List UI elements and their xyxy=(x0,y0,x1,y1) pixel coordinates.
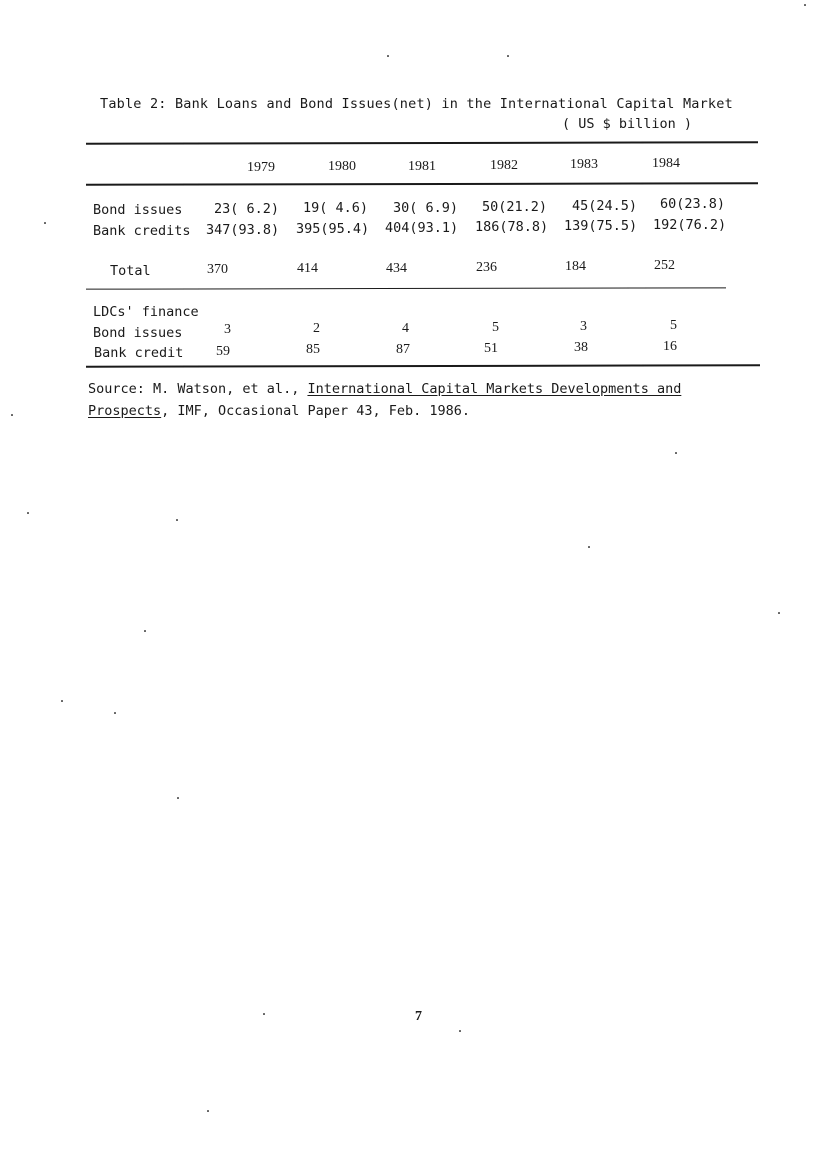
table-cell: 404(93.1) xyxy=(385,220,459,236)
table-cell: 51 xyxy=(484,341,498,356)
column-header-1979: 1979 xyxy=(247,160,275,175)
column-header-1980: 1980 xyxy=(328,159,356,174)
scan-speck xyxy=(804,4,806,6)
source-title-line1: International Capital Markets Developments and xyxy=(307,381,682,397)
scan-speck xyxy=(177,797,179,799)
table-unit: ( US $ billion ) xyxy=(562,116,693,132)
table-cell: 395(95.4) xyxy=(296,221,370,237)
table-cell: 192(76.2) xyxy=(653,217,727,233)
table-cell: 5 xyxy=(492,320,499,335)
table-cell: 347(93.8) xyxy=(206,222,280,238)
scan-speck xyxy=(207,1110,209,1112)
source-citation-line1 xyxy=(88,381,681,397)
row-label-ldc-bank-credit: Bank credit xyxy=(94,345,184,361)
table-cell: 4 xyxy=(402,321,409,336)
table-cell: 19( 4.6) xyxy=(303,200,369,216)
table-cell: 3 xyxy=(224,322,231,337)
table-header-rule xyxy=(86,182,758,185)
table-cell: 85 xyxy=(306,342,320,357)
table-bottom-rule xyxy=(86,364,760,367)
table-cell: 434 xyxy=(386,261,407,276)
scan-speck xyxy=(61,700,63,702)
table-cell: 23( 6.2) xyxy=(214,201,280,217)
scan-speck xyxy=(459,1030,461,1032)
scan-speck xyxy=(44,222,46,224)
row-label-total: Total xyxy=(110,263,151,279)
table-cell: 5 xyxy=(670,318,677,333)
scan-speck xyxy=(387,55,389,57)
source-prefix: Source: M. Watson, et al., xyxy=(88,381,308,397)
source-title-line2: Prospects xyxy=(88,403,162,419)
table-section-rule xyxy=(86,287,726,289)
table-cell: 38 xyxy=(574,340,588,355)
table-cell: 236 xyxy=(476,260,497,275)
scan-speck xyxy=(588,546,590,548)
table-title: Table 2: Bank Loans and Bond Issues(net) in the International Capital Market xyxy=(100,96,733,112)
table-top-rule xyxy=(86,141,758,144)
table-cell: 2 xyxy=(313,321,320,336)
page-number: 7 xyxy=(415,1009,422,1024)
table-cell: 3 xyxy=(580,319,587,334)
table-cell: 87 xyxy=(396,342,410,357)
source-suffix: , IMF, Occasional Paper 43, Feb. 1986. xyxy=(161,403,471,419)
scan-speck xyxy=(27,512,29,514)
scan-speck xyxy=(114,712,116,714)
column-header-1982: 1982 xyxy=(490,158,518,173)
column-header-1981: 1981 xyxy=(408,159,436,174)
table-cell: 16 xyxy=(663,339,677,354)
table-cell: 59 xyxy=(216,344,230,359)
ldc-section-heading: LDCs' finance xyxy=(93,304,199,320)
source-citation-line2 xyxy=(88,403,470,419)
table-cell: 30( 6.9) xyxy=(393,200,459,216)
table-cell: 45(24.5) xyxy=(572,198,638,214)
table-cell: 252 xyxy=(654,258,675,273)
column-header-1984: 1984 xyxy=(652,156,680,171)
scan-speck xyxy=(675,452,677,454)
scan-speck xyxy=(176,519,178,521)
scan-speck xyxy=(778,612,780,614)
table-cell: 50(21.2) xyxy=(482,199,548,215)
table-cell: 139(75.5) xyxy=(564,218,638,234)
scan-speck xyxy=(507,55,509,57)
scan-speck xyxy=(144,630,146,632)
table-cell: 184 xyxy=(565,259,586,274)
row-label-bank-credits: Bank credits xyxy=(93,223,191,239)
scan-speck xyxy=(11,414,13,416)
column-header-1983: 1983 xyxy=(570,157,598,172)
table-cell: 414 xyxy=(297,261,318,276)
table-cell: 60(23.8) xyxy=(660,196,726,212)
scan-speck xyxy=(263,1013,265,1015)
row-label-bond-issues: Bond issues xyxy=(93,202,183,218)
row-label-ldc-bond-issues: Bond issues xyxy=(93,325,183,341)
table-cell: 186(78.8) xyxy=(475,219,549,235)
table-cell: 370 xyxy=(207,262,228,277)
